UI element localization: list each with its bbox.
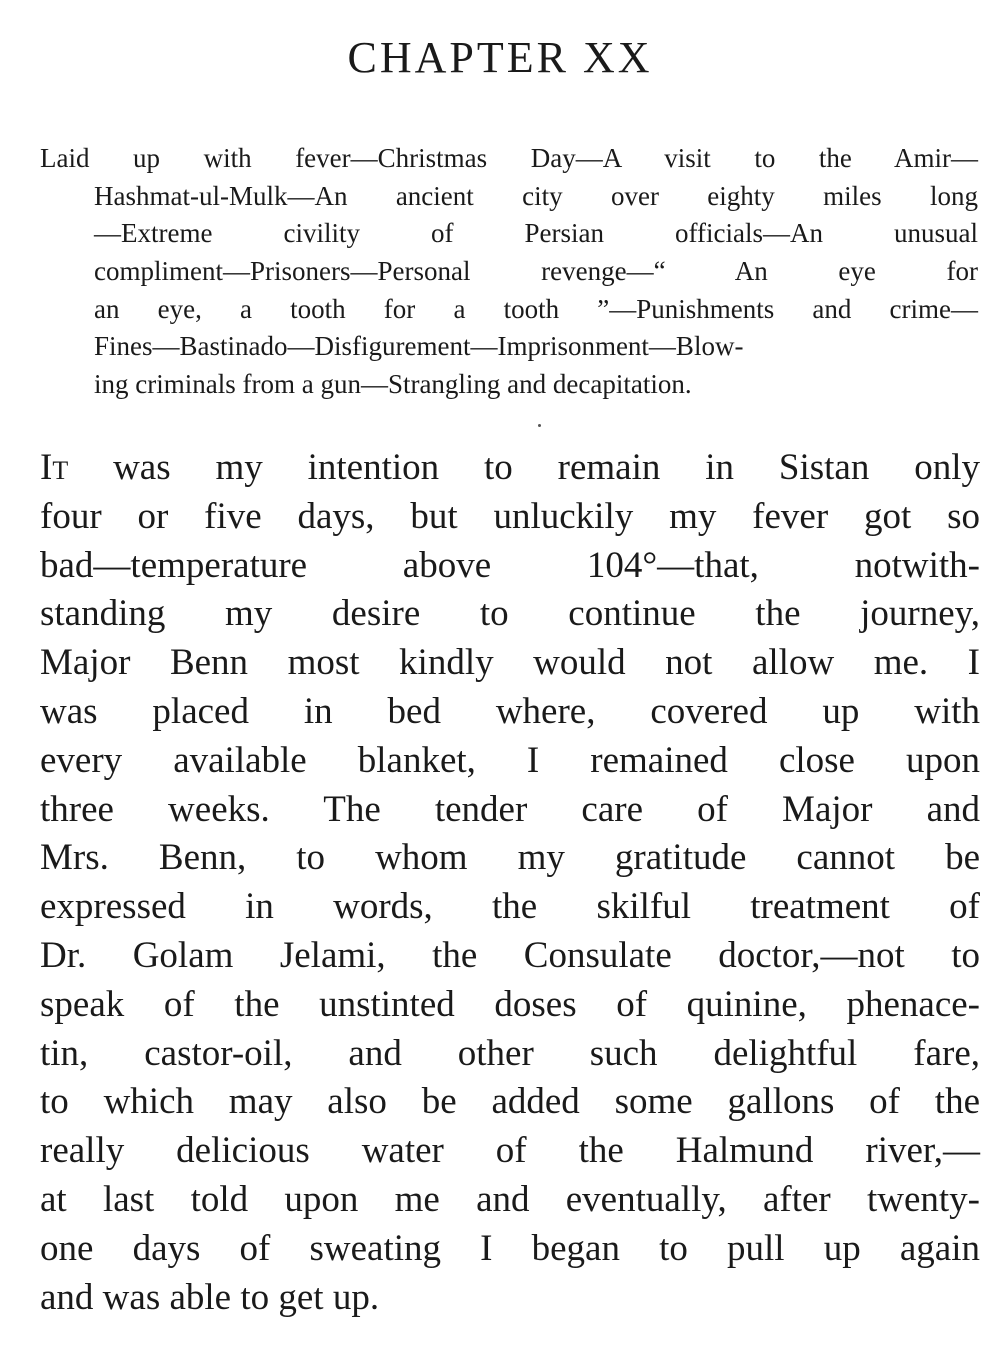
body-line: Dr. Golam Jelami, the Consulate doctor,—not to [40,934,980,976]
synopsis-line: an eye, a tooth for a tooth ”—Punishments and crime— [94,293,978,324]
body-line: Mrs. Benn, to whom my gratitude cannot be [40,837,980,879]
body-paragraph [40,444,980,1322]
body-line: speak of the unstinted doses of quinine, phenace- [40,983,980,1025]
chapter-title: CHAPTER XX [347,33,653,82]
synopsis-line: compliment—Prisoners—Personal revenge—“ An eye for [94,256,978,287]
body-line: expressed in words, the skilful treatment of [40,886,980,928]
body-line: standing my desire to continue the journey, [40,593,980,635]
body-line: tin, castor-oil, and other such delightful fare, [40,1032,980,1074]
first-line-text: was my intention to remain in Sistan only [68,447,980,488]
synopsis-line: Laid up with fever—Christmas Day—A visit to the Amir— [40,143,978,173]
body-line: bad—temperature above 104°—that, notwith- [40,544,980,586]
body-line: at last told upon me and eventually, after twenty- [40,1178,980,1220]
synopsis-line: —Extreme civility of Persian officials—An unusual [94,218,978,249]
body-line: really delicious water of the Halmund river,— [40,1130,980,1172]
body-line: was placed in bed where, covered up with [40,690,980,732]
opening-word: It [40,447,69,488]
body-line-last: and was able to get up. [40,1276,380,1318]
chapter-synopsis [40,140,978,404]
synopsis-line: Fines—Bastinado—Disfigurement—Imprisonment—Blow- [94,331,744,362]
body-line: four or five days, but unluckily my fever got so [40,495,980,537]
body-line: three weeks. The tender care of Major and [40,788,980,830]
synopsis-line: Hashmat-ul-Mulk—An ancient city over eighty miles long [94,180,978,211]
synopsis-line: ing criminals from a gun—Strangling and decapitation. [94,369,692,400]
body-line-first [40,444,980,493]
body-line: to which may also be added some gallons of the [40,1081,980,1123]
body-line: every available blanket, I remained close upon [40,739,980,781]
body-line: one days of sweating I began to pull up again [40,1227,980,1269]
body-line: Major Benn most kindly would not allow me. I [40,642,980,684]
ornament-dot [538,424,541,427]
